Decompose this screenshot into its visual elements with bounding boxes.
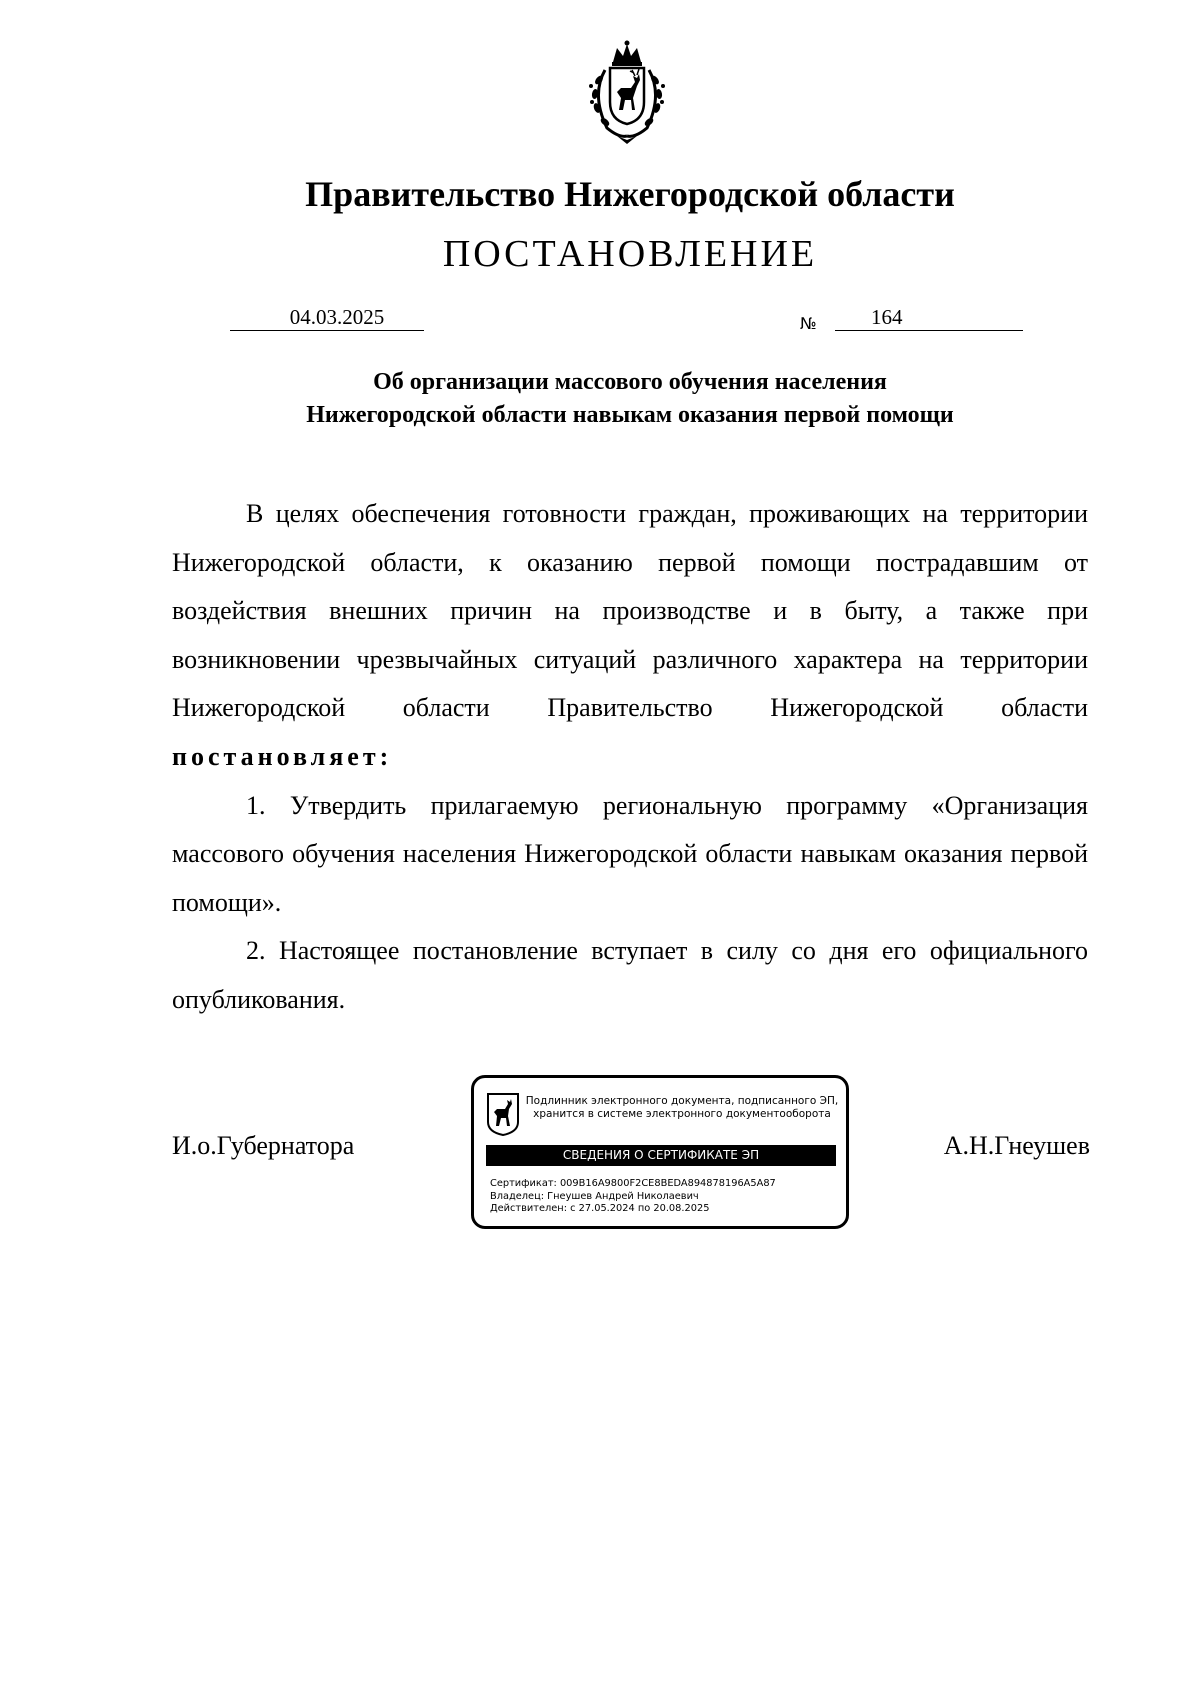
body-paragraph [172, 490, 1088, 782]
stamp-emblem-icon [486, 1092, 520, 1136]
certificate-details [490, 1178, 776, 1216]
government-title: Правительство Нижегородской области [305, 174, 955, 214]
e-signature-stamp [471, 1075, 849, 1229]
document-type: ПОСТАНОВЛЕНИЕ [442, 233, 818, 275]
number-sign: № [800, 314, 817, 333]
document-subject [0, 366, 1200, 432]
certificate-owner: Владелец: Гнеушев Андрей Николаевич [490, 1190, 699, 1202]
signatory-name: А.Н.Гнеушев [943, 1131, 1090, 1160]
body-paragraph: 2. Настоящее постановление вступает в силу со дня его официального опубликования. [172, 936, 1088, 1014]
document-number: 164 [871, 305, 903, 329]
document-date: 04.03.2025 [289, 305, 385, 329]
stamp-note [522, 1095, 842, 1121]
coat-of-arms-icon [577, 40, 677, 146]
subject-line: Нижегородской области навыкам оказания первой помощи [306, 402, 954, 428]
decree-word: постановляет: [172, 741, 393, 771]
document-body [172, 490, 1088, 1025]
subject-line: Об организации массового обучения населения [373, 369, 887, 395]
paragraph-text: В целях обеспечения готовности граждан, проживающих на территории Нижегородской области, к оказанию первой помощи пострадавшим от воздействия внешних причин на производстве и в быту, а также при возникновении чрезвычайных ситуаций различного характера на территории Нижегородской области Правительство Нижегородской области [172, 499, 1088, 723]
stamp-note-line: Подлинник электронного документа, подписанного ЭП, [525, 1095, 839, 1107]
number-field [835, 304, 1023, 331]
certificate-id: Сертификат: 009B16A9800F2CE8BEDA894878196A5A87 [490, 1178, 776, 1189]
certificate-validity: Действителен: с 27.05.2024 по 20.08.2025 [490, 1203, 710, 1214]
certificate-header: СВЕДЕНИЯ О СЕРТИФИКАТЕ ЭП [486, 1145, 836, 1166]
body-paragraph: 1. Утвердить прилагаемую региональную программу «Организация массового обучения населения Нижегородской области навыкам оказания первой помощи». [172, 790, 1088, 917]
date-field [230, 304, 424, 331]
signatory-position: И.о.Губернатора [172, 1131, 355, 1160]
stamp-note-line: хранится в системе электронного документооборота [533, 1108, 831, 1120]
